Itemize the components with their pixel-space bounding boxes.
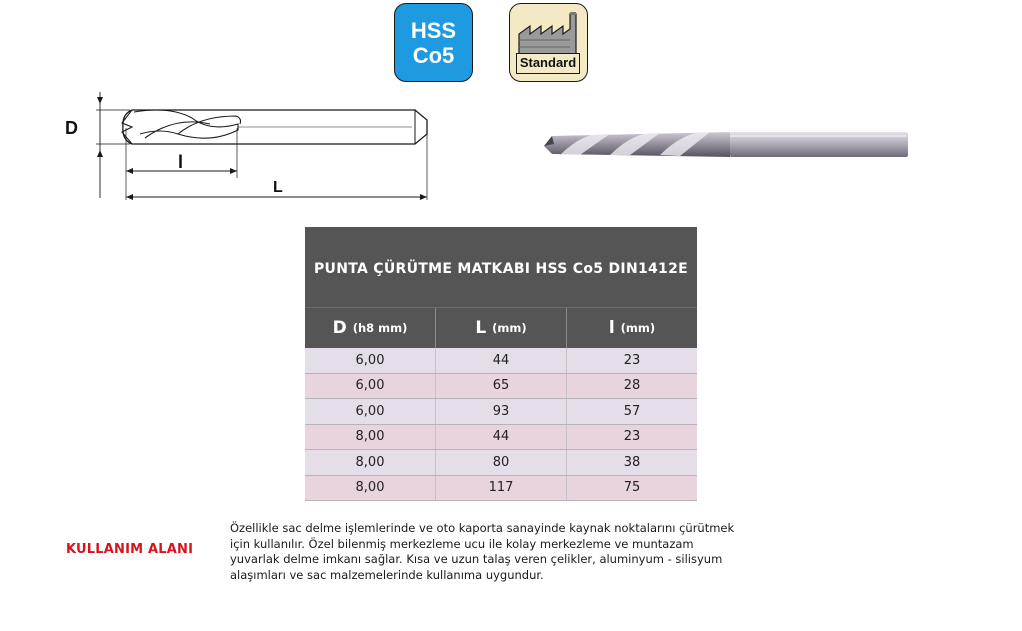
standard-badge xyxy=(509,3,588,82)
cell-l-small: 28 xyxy=(623,378,641,394)
hss-co5-badge xyxy=(394,3,473,82)
table-row xyxy=(305,374,697,400)
cell-l-small: 57 xyxy=(623,403,641,419)
table-row xyxy=(305,476,697,502)
header-l-large-unit: (mm) xyxy=(492,321,527,335)
usage-line: yuvarlak delme imkanı sağlar. Kısa ve uzun talaş veren çelikler, aluminyum - silisyum xyxy=(230,552,723,566)
header-l-large-main: L xyxy=(475,318,487,338)
table-row xyxy=(305,450,697,476)
badge-material-line1: HSS xyxy=(410,17,457,43)
cell-l-small: 38 xyxy=(623,454,641,470)
usage-area-label: KULLANIM ALANI xyxy=(66,542,194,557)
usage-line: Özellikle sac delme işlemlerinde ve oto kaporta sanayinde kaynak noktalarını çürütmek xyxy=(230,521,735,535)
dim-l-small-label: l xyxy=(178,152,184,172)
badge-material-line2: Co5 xyxy=(412,42,455,68)
drill-technical-drawing xyxy=(60,88,440,203)
header-l-small-main: l xyxy=(608,318,615,338)
table-title: PUNTA ÇÜRÜTME MATKABI HSS Co5 DIN1412E xyxy=(305,227,697,307)
header-d-main: D xyxy=(332,318,347,338)
cell-l-small: 23 xyxy=(623,352,641,368)
header-l-large xyxy=(436,308,567,348)
usage-line: için kullanılır. Özel bilenmiş merkezleme ucu ile kolay merkezleme ve muntazam xyxy=(230,536,694,551)
header-l-small-unit: (mm) xyxy=(620,321,656,335)
cell-d: 6,00 xyxy=(305,399,436,424)
table-row xyxy=(305,425,697,451)
header-d-unit: (h8 mm) xyxy=(352,321,408,335)
table-row xyxy=(305,399,697,425)
cell-l-large: 44 xyxy=(436,425,567,450)
cell-l-large: 93 xyxy=(436,399,567,424)
cell-l-small: 23 xyxy=(623,429,641,445)
cell-d: 8,00 xyxy=(305,425,436,450)
cell-l-large: 80 xyxy=(436,450,567,475)
standard-label: Standard xyxy=(516,53,580,74)
dim-l-large-label: L xyxy=(273,179,283,196)
spec-table xyxy=(305,227,697,501)
cell-d: 6,00 xyxy=(305,348,436,373)
cell-d: 8,00 xyxy=(305,476,436,501)
drill-bit-photo xyxy=(540,122,912,168)
table-header xyxy=(305,307,697,348)
usage-description xyxy=(230,521,770,583)
cell-l-large: 65 xyxy=(436,374,567,399)
table-row xyxy=(305,348,697,374)
cell-l-large: 117 xyxy=(436,476,567,501)
cell-d: 6,00 xyxy=(305,374,436,399)
cell-d: 8,00 xyxy=(305,450,436,475)
cell-l-small: 75 xyxy=(623,480,641,496)
usage-line: alaşımları ve sac malzemelerinde kullanıma uygundur. xyxy=(230,567,544,582)
cell-l-large: 44 xyxy=(436,348,567,373)
dim-d-label: D xyxy=(65,118,78,138)
header-d xyxy=(305,308,436,348)
header-l-small xyxy=(567,308,697,348)
